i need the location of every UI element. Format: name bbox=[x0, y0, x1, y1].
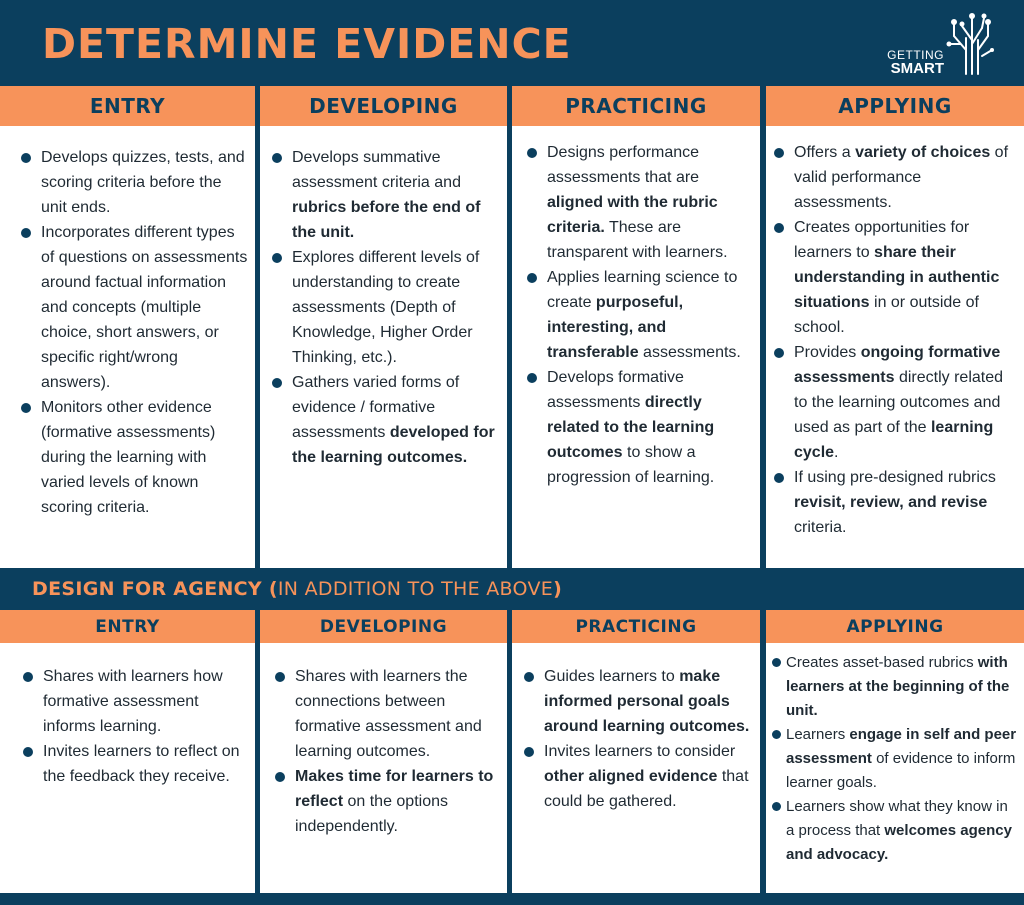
header-bar bbox=[0, 0, 1024, 86]
text: Develops summative assessment criteria and bbox=[292, 149, 461, 191]
logo-text-smart: SMART bbox=[890, 60, 944, 77]
list-item bbox=[794, 140, 1018, 215]
text: directly related to the learning outcomes and used as part of the bbox=[794, 369, 1004, 436]
text: Shares with learners the connections between formative assessment and learning outcomes. bbox=[295, 668, 482, 760]
list-item bbox=[295, 764, 501, 839]
bold-text: Makes time for learners to reflect bbox=[295, 768, 494, 810]
bold-text: make informed personal goals around learning outcomes. bbox=[544, 668, 750, 735]
list-item bbox=[41, 220, 249, 395]
bold-text: learning cycle bbox=[794, 419, 994, 461]
text: Creates opportunities for learners to bbox=[794, 219, 970, 261]
text: Learners show what they know in a process that bbox=[786, 798, 1008, 839]
text: Invites learners to reflect on the feedback they receive. bbox=[43, 743, 240, 785]
text: Explores different levels of understanding to create assessments (Depth of Knowledge, Higher Order Thinking, etc.). bbox=[292, 249, 480, 366]
text: of evidence to inform learner goals. bbox=[786, 750, 1016, 791]
list-item bbox=[41, 145, 249, 220]
list-item bbox=[547, 265, 754, 365]
list-item bbox=[544, 739, 754, 814]
text: Shares with learners how formative assessment informs learning. bbox=[43, 668, 223, 735]
bold-text: directly related to the learning outcomes bbox=[547, 394, 715, 461]
list-item bbox=[43, 739, 249, 789]
bold-text: other aligned evidence bbox=[544, 768, 718, 785]
text: in or outside of school. bbox=[794, 294, 979, 336]
agency-heading: DESIGN FOR AGENCY ( IN ADDITION TO THE ABOVE ) bbox=[0, 568, 1024, 610]
list-item bbox=[292, 145, 501, 245]
bottom-cell-applying bbox=[766, 643, 1024, 893]
text: Offers a bbox=[794, 144, 856, 161]
bold-text: share their understanding in authentic situations bbox=[794, 244, 1000, 311]
text: Creates asset-based rubrics bbox=[786, 654, 978, 671]
page-title: DETERMINE EVIDENCE bbox=[42, 20, 572, 68]
text: Designs performance assessments that are bbox=[547, 144, 700, 186]
top-cell-applying bbox=[766, 126, 1024, 568]
text: Applies learning science to create bbox=[547, 269, 738, 311]
top-cell-entry bbox=[0, 126, 255, 568]
list-item bbox=[786, 795, 1020, 867]
text: . bbox=[834, 444, 839, 461]
bottom-cell-entry bbox=[0, 643, 255, 893]
bold-text: ongoing formative assessments bbox=[794, 344, 1001, 386]
logo-text-getting: GETTING bbox=[887, 48, 944, 62]
text: If using pre-designed rubrics bbox=[794, 469, 996, 486]
getting-smart-logo bbox=[887, 10, 994, 78]
bottom-header-entry: ENTRY bbox=[0, 610, 255, 643]
text: Provides bbox=[794, 344, 861, 361]
text: Gathers varied forms of evidence / formative assessments bbox=[292, 374, 460, 441]
bold-text: purposeful, interesting, and transferable bbox=[547, 294, 684, 361]
bold-text: engage in self and peer assessment bbox=[786, 726, 1017, 767]
text: Incorporates different types of questions on assessments around factual information and concepts (multiple choice, short answers, or specific right/wrong answers). bbox=[41, 224, 248, 391]
list-item bbox=[794, 465, 1018, 540]
text: Develops formative assessments bbox=[547, 369, 684, 411]
text: Develops quizzes, tests, and scoring criteria before the unit ends. bbox=[41, 149, 245, 216]
bold-text: developed for the learning outcomes. bbox=[292, 424, 495, 466]
text: Invites learners to consider bbox=[544, 743, 736, 760]
text: Learners bbox=[786, 726, 850, 743]
bottom-header-applying: APPLYING bbox=[766, 610, 1024, 643]
text: These are transparent with learners. bbox=[547, 219, 728, 261]
top-cell-developing bbox=[260, 126, 507, 568]
bold-text: rubrics before the end of the unit. bbox=[292, 199, 481, 241]
list-item bbox=[544, 664, 754, 739]
top-header-entry: ENTRY bbox=[0, 86, 255, 126]
bold-text: with learners at the beginning of the unit. bbox=[786, 654, 1010, 719]
list-item bbox=[786, 723, 1020, 795]
bold-text: welcomes agency and advocacy. bbox=[786, 822, 1012, 863]
text: assessments. bbox=[638, 344, 741, 361]
list-item bbox=[547, 140, 754, 265]
text: that could be gathered. bbox=[544, 768, 749, 810]
list-item bbox=[794, 340, 1018, 465]
text: of valid performance assessments. bbox=[794, 144, 1009, 211]
text: Monitors other evidence (formative assessments) during the learning with varied levels of known scoring criteria. bbox=[41, 399, 216, 516]
top-header-applying: APPLYING bbox=[766, 86, 1024, 126]
list-item bbox=[786, 651, 1020, 723]
list-item bbox=[547, 365, 754, 490]
bottom-header-developing: DEVELOPING bbox=[260, 610, 507, 643]
list-item bbox=[43, 664, 249, 739]
bottom-header-practicing: PRACTICING bbox=[512, 610, 760, 643]
tree-icon bbox=[946, 10, 994, 76]
list-item bbox=[292, 245, 501, 370]
list-item bbox=[794, 215, 1018, 340]
top-header-developing: DEVELOPING bbox=[260, 86, 507, 126]
top-cell-practicing bbox=[512, 126, 760, 568]
text: on the options independently. bbox=[295, 793, 448, 835]
text: to show a progression of learning. bbox=[547, 444, 715, 486]
bottom-cell-developing bbox=[260, 643, 507, 893]
bold-text: revisit, review, and revise bbox=[794, 494, 988, 511]
list-item bbox=[292, 370, 501, 470]
list-item bbox=[295, 664, 501, 764]
bottom-cell-practicing bbox=[512, 643, 760, 893]
bold-text: aligned with the rubric criteria. bbox=[547, 194, 718, 236]
text: criteria. bbox=[794, 519, 847, 536]
list-item bbox=[41, 395, 249, 520]
bold-text: variety of choices bbox=[855, 144, 991, 161]
top-header-practicing: PRACTICING bbox=[512, 86, 760, 126]
text: Guides learners to bbox=[544, 668, 680, 685]
